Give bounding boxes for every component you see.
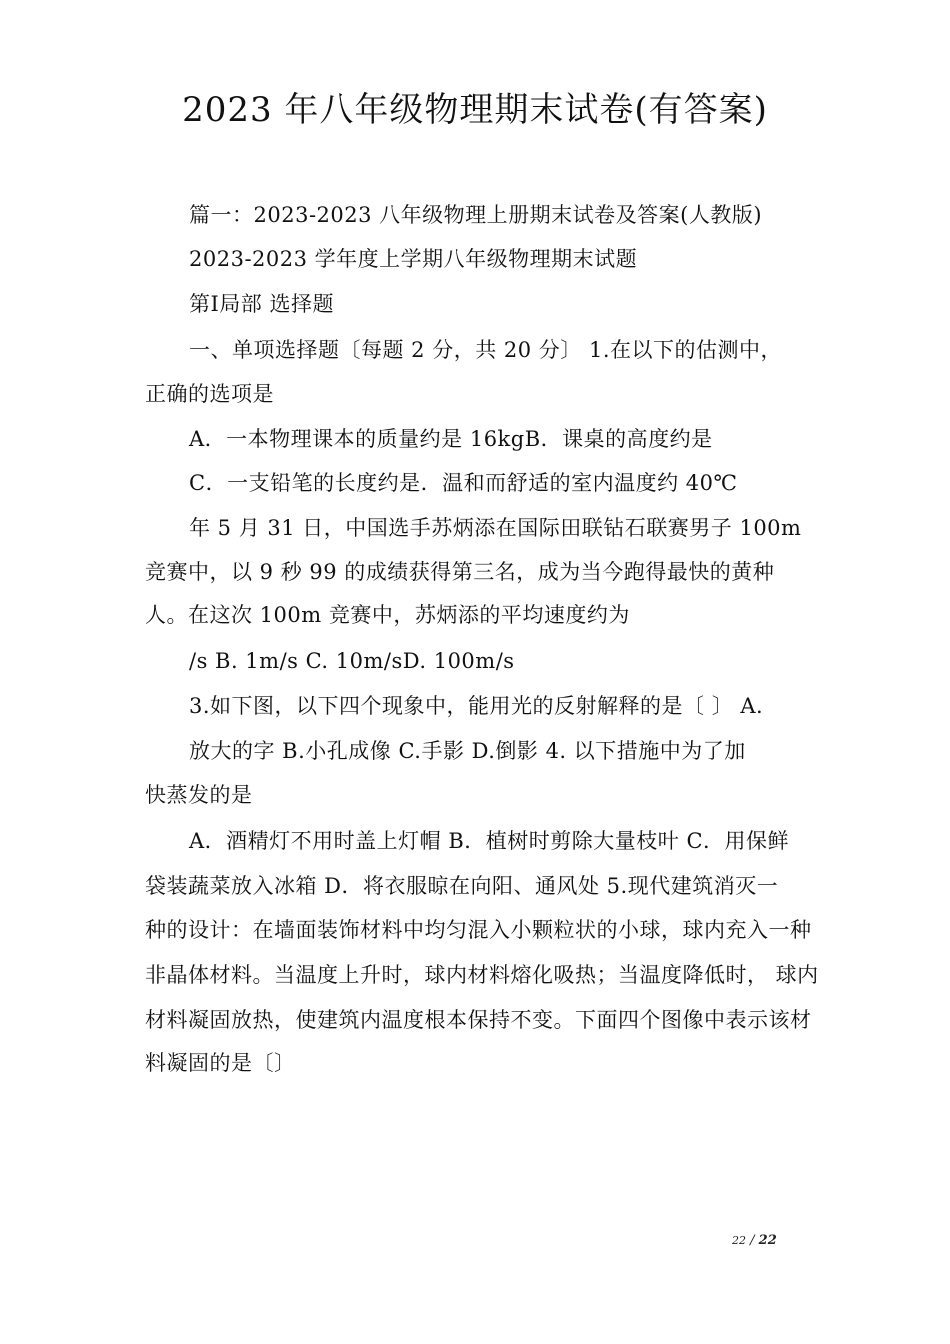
current-page-number: 22 <box>732 1234 746 1247</box>
text-line-11: /s B. 1m/s C. 10m/sD. 100m/s <box>189 649 515 673</box>
text-line-17: 种的设计：在墙面装饰材料中均匀混入小颗粒状的小球，球内充入一种 <box>145 918 812 942</box>
text-line-10: 人。在这次 100m 竞赛中，苏炳添的平均速度约为 <box>145 603 630 627</box>
text-line-12: 3.如下图，以下四个现象中，能用光的反射解释的是〔 〕 A. <box>189 694 764 718</box>
text-line-7: C．一支铅笔的长度约是．温和而舒适的室内温度约 40℃ <box>189 471 738 495</box>
text-line-5: 正确的选项是 <box>145 382 274 406</box>
text-line-16: 袋装蔬菜放入冰箱 D．将衣服晾在向阳、通风处 5.现代建筑消灭一 <box>145 874 779 898</box>
text-line-8: 年 5 月 31 日，中国选手苏炳添在国际田联钻石联赛男子 100m <box>189 516 802 540</box>
text-line-15: A．酒精灯不用时盖上灯帽 B．植树时剪除大量枝叶 C．用保鲜 <box>189 829 790 853</box>
text-line-13: 放大的字 B.小孔成像 C.手影 D.倒影 4. 以下措施中为了加 <box>189 739 746 763</box>
text-line-6: A．一本物理课本的质量约是 16kgB．课桌的高度约是 <box>189 427 713 451</box>
text-line-19: 材料凝固放热，使建筑内温度根本保持不变。下面四个图像中表示该材 <box>145 1008 812 1032</box>
text-line-18: 非晶体材料。当温度上升时，球内材料熔化吸热；当温度降低时， 球内 <box>145 963 819 987</box>
text-line-3: 第Ⅰ局部 选择题 <box>189 292 334 316</box>
text-line-2: 2023-2023 学年度上学期八年级物理期末试题 <box>189 247 638 271</box>
document-title: 2023 年八年级物理期末试卷(有答案) <box>182 90 768 130</box>
page-separator: / <box>750 1233 755 1248</box>
text-line-9: 竞赛中，以 9 秒 99 的成绩获得第三名，成为当今跑得最快的黄种 <box>145 560 775 584</box>
text-line-20: 料凝固的是〔〕 <box>145 1051 296 1075</box>
text-line-14: 快蒸发的是 <box>145 783 253 807</box>
text-line-1: 篇一：2023-2023 八年级物理上册期末试卷及答案(人教版) <box>189 203 763 227</box>
text-line-4: 一、单项选择题〔每题 2 分，共 20 分〕 1.在以下的估测中， <box>189 338 782 362</box>
page-number <box>732 1233 777 1248</box>
total-pages-number: 22 <box>758 1233 777 1248</box>
